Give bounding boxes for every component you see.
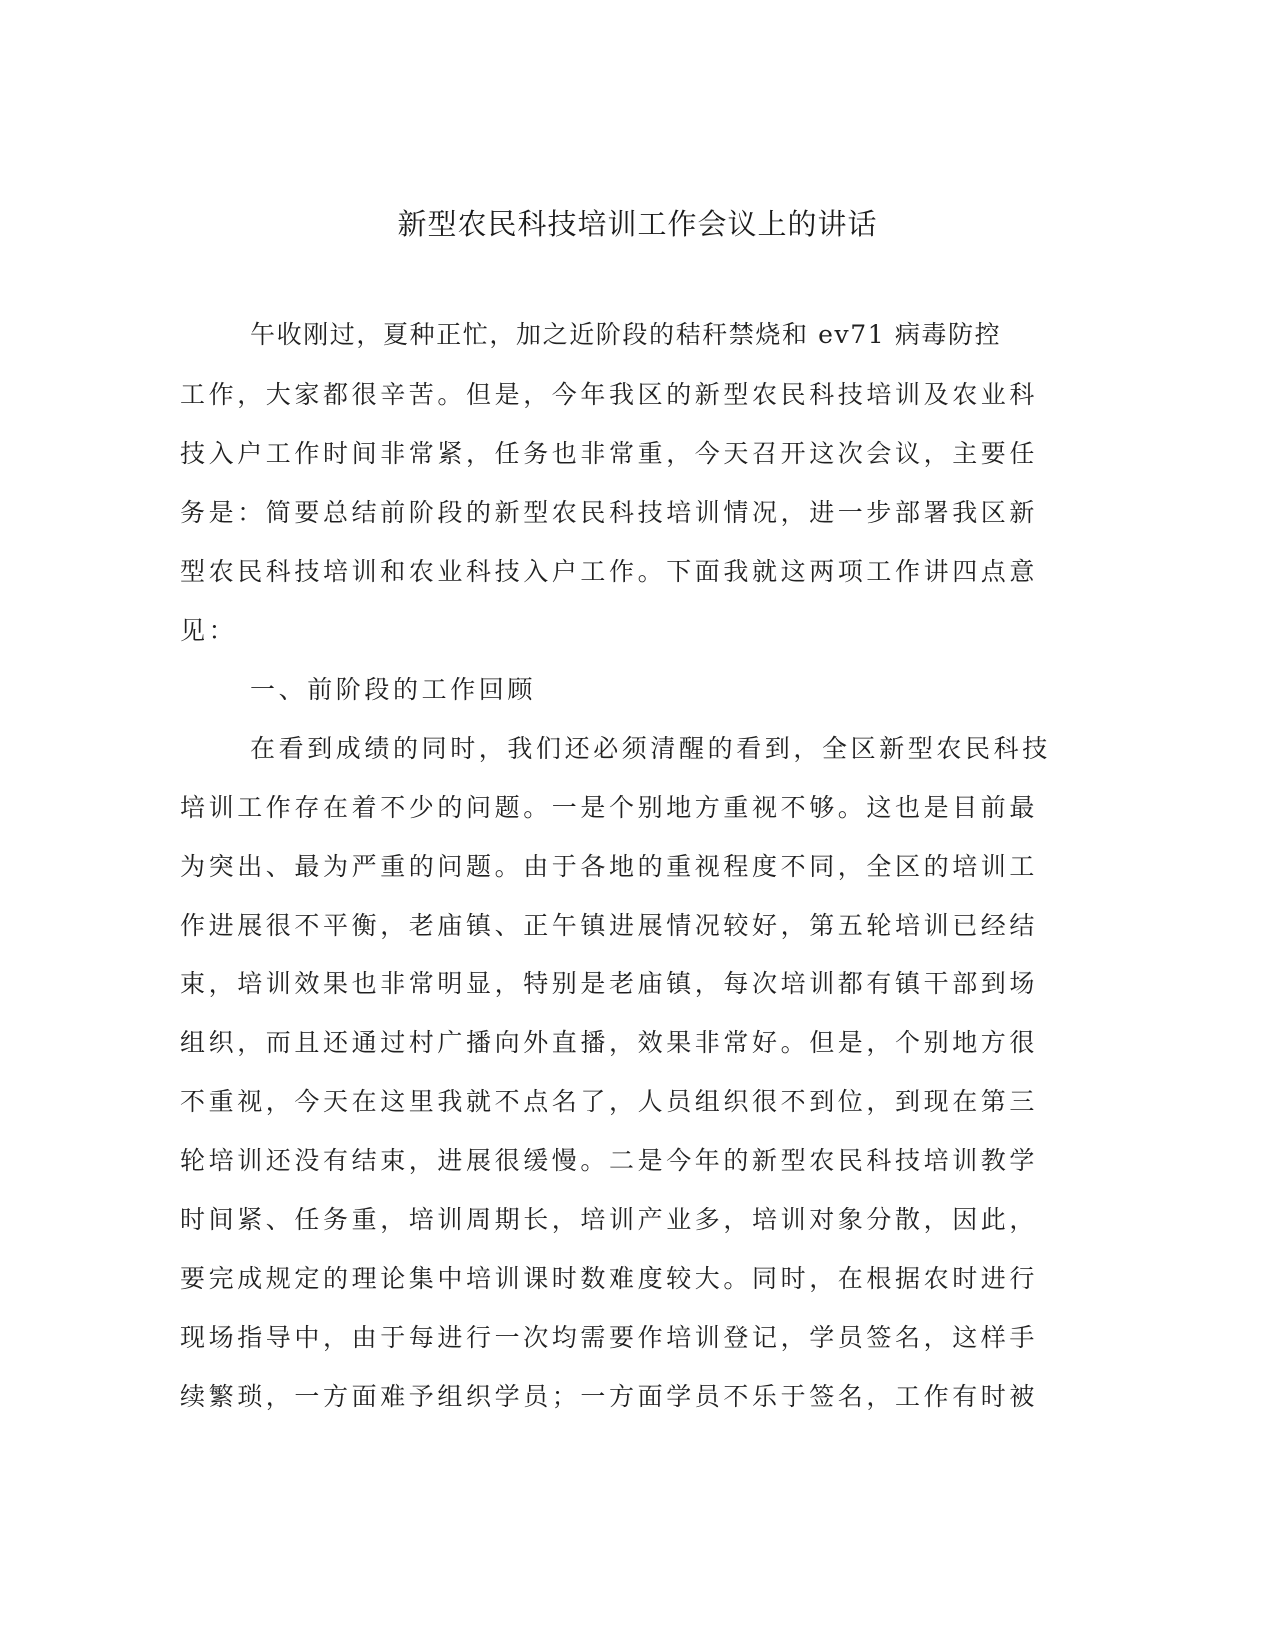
body-line-11: 束，培训效果也非常明显，特别是老庙镇，每次培训都有镇干部到场 <box>180 969 1039 998</box>
body-line-7: 在看到成绩的同时，我们还必须清醒的看到，全区新型农民科技 <box>250 734 1051 763</box>
body-line-4: 务是：简要总结前阶段的新型农民科技培训情况，进一步部署我区新 <box>180 498 1039 527</box>
section-heading: 一、前阶段的工作回顾 <box>250 675 537 704</box>
body-line-10: 作进展很不平衡，老庙镇、正午镇进展情况较好，第五轮培训已经结 <box>180 911 1039 940</box>
body-line-17: 现场指导中，由于每进行一次均需要作培训登记，学员签名，这样手 <box>180 1323 1039 1352</box>
body-line-12: 组织，而且还通过村广播向外直播，效果非常好。但是，个别地方很 <box>180 1028 1039 1057</box>
body-line-15: 时间紧、任务重，培训周期长，培训产业多，培训对象分散，因此， <box>180 1205 1039 1234</box>
body-line-3: 技入户工作时间非常紧，任务也非常重，今天召开这次会议，主要任 <box>180 439 1039 468</box>
body-line-18: 续繁琐，一方面难予组织学员；一方面学员不乐于签名，工作有时被 <box>180 1382 1039 1411</box>
body-line-8: 培训工作存在着不少的问题。一是个别地方重视不够。这也是目前最 <box>180 793 1039 822</box>
body-line-2: 工作，大家都很辛苦。但是，今年我区的新型农民科技培训及农业科 <box>180 380 1039 409</box>
body-line-6: 见： <box>180 616 238 645</box>
body-line-14: 轮培训还没有结束，进展很缓慢。二是今年的新型农民科技培训教学 <box>180 1146 1039 1175</box>
body-line-13: 不重视，今天在这里我就不点名了，人员组织很不到位，到现在第三 <box>180 1087 1039 1116</box>
body-line-16: 要完成规定的理论集中培训课时数难度较大。同时，在根据农时进行 <box>180 1264 1039 1293</box>
document-title: 新型农民科技培训工作会议上的讲话 <box>397 207 878 241</box>
body-line-1: 午收刚过，夏种正忙，加之近阶段的秸秆禁烧和 ev71 病毒防控 <box>250 320 1002 349</box>
body-line-5: 型农民科技培训和农业科技入户工作。下面我就这两项工作讲四点意 <box>180 557 1039 586</box>
body-line-9: 为突出、最为严重的问题。由于各地的重视程度不同，全区的培训工 <box>180 852 1039 881</box>
